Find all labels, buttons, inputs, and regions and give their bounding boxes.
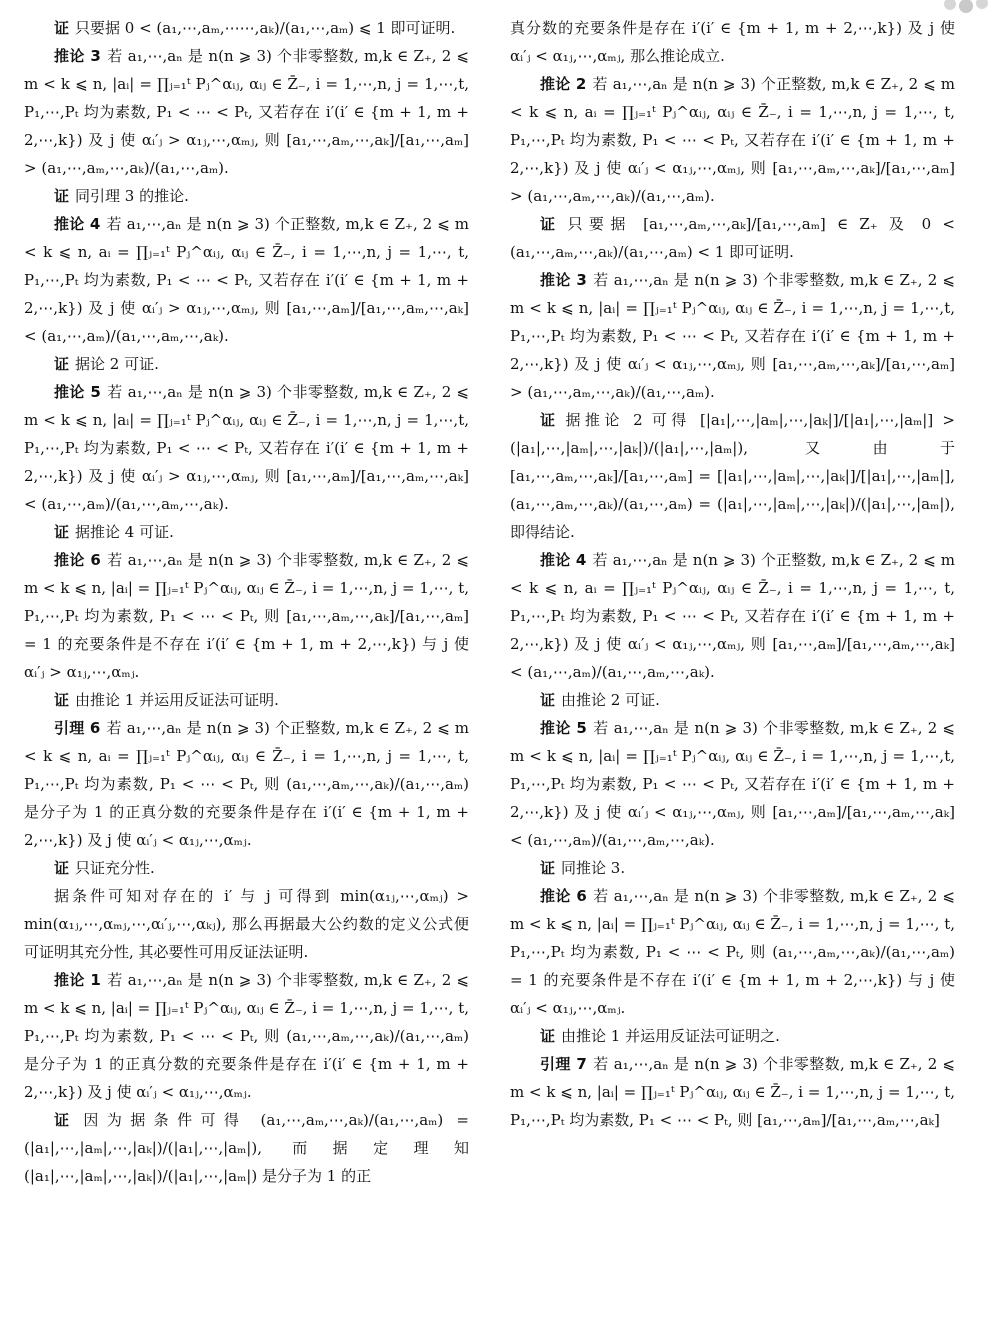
paragraph-text: 据论 2 可证. (75, 355, 159, 373)
paragraph-text: 由推论 1 并运用反证法可证明. (75, 691, 279, 709)
theorem-statement (510, 546, 955, 686)
theorem-label: 推论 1 (54, 971, 101, 989)
theorem-statement (24, 966, 469, 1106)
paragraph-text: 真分数的充要条件是存在 i′(i′ ∈ {m + 1, m + 2,⋯,k}) 及 j 使 αᵢ′ⱼ < α₁ⱼ,⋯,αₘⱼ, 那么推论成立. (510, 19, 955, 65)
proof-paragraph (24, 14, 469, 42)
proof-paragraph (24, 854, 469, 882)
proof-paragraph (510, 406, 955, 546)
theorem-statement (24, 210, 469, 350)
paragraph-text: 据推论 4 可证. (75, 523, 174, 541)
paragraph-text: 若 a₁,⋯,aₙ 是 n(n ⩾ 3) 个非零整数, m,k ∈ Z₊, 2 ⩽ m < k ⩽ n, |aᵢ| = ∏ⱼ₌₁ᵗ Pⱼ^αᵢⱼ, αᵢⱼ ∈ Z̄₋, i = 1,⋯,n, j = 1,⋯, t, P₁,⋯,Pₜ 均为素数, P₁ < ⋯ < Pₜ, 则 [a₁,⋯,aₘ]/[a₁,⋯,aₘ,⋯,aₖ] (510, 1055, 955, 1129)
theorem-statement (24, 546, 469, 686)
theorem-label: 引理 7 (540, 1055, 587, 1073)
paragraph-text: 若 a₁,⋯,aₙ 是 n(n ⩾ 3) 个正整数, m,k ∈ Z₊, 2 ⩽ m < k ⩽ n, aᵢ = ∏ⱼ₌₁ᵗ Pⱼ^αᵢⱼ, αᵢⱼ ∈ Z̄₋, i = 1,⋯,n, j = 1,⋯, t, P₁,⋯,Pₜ 均为素数, P₁ < ⋯ < Pₜ, 又若存在 i′(i′ ∈ {m + 1, m + 2,⋯,k}) 及 j 使 αᵢ′ⱼ < α₁ⱼ,⋯,αₘⱼ, 则 [a₁,⋯,aₘ]/[a₁,⋯,aₘ,⋯,aₖ] < (a₁,⋯,aₘ)/(a₁,⋯,aₘ,⋯,aₖ). (510, 551, 955, 681)
theorem-label: 推论 5 (54, 383, 101, 401)
theorem-statement (510, 714, 955, 854)
theorem-label: 推论 3 (540, 271, 587, 289)
right-column (510, 14, 955, 1134)
paragraph-text: 若 a₁,⋯,aₙ 是 n(n ⩾ 3) 个非零整数, m,k ∈ Z₊, 2 ⩽ m < k ⩽ n, |aᵢ| = ∏ⱼ₌₁ᵗ Pⱼ^αᵢⱼ, αᵢⱼ ∈ Z̄₋, i = 1,⋯,n, j = 1,⋯,t, P₁,⋯,Pₜ 均为素数, P₁ < ⋯ < Pₜ, 又若存在 i′(i′ ∈ {m + 1, m + 2,⋯,k}) 及 j 使 αᵢ′ⱼ < α₁ⱼ,⋯,αₘⱼ, 则 [a₁,⋯,aₘ]/[a₁,⋯,aₘ,⋯,aₖ] < (a₁,⋯,aₘ)/(a₁,⋯,aₘ,⋯,aₖ). (510, 719, 955, 849)
theorem-statement (24, 714, 469, 854)
proof-paragraph (510, 210, 955, 266)
proof-label: 证 (540, 1027, 556, 1045)
proof-paragraph (24, 518, 469, 546)
theorem-label: 推论 4 (54, 215, 101, 233)
left-column (24, 14, 469, 1190)
theorem-label: 推论 5 (540, 719, 587, 737)
paragraph-text: 由推论 2 可证. (561, 691, 660, 709)
paragraph-text: 若 a₁,⋯,aₙ 是 n(n ⩾ 3) 个非零整数, m,k ∈ Z₊, 2 ⩽ m < k ⩽ n, |aᵢ| = ∏ⱼ₌₁ᵗ Pⱼ^αᵢⱼ, αᵢⱼ ∈ Z̄₋, i = 1,⋯,n, j = 1,⋯,t, P₁,⋯,Pₜ 均为素数, P₁ < ⋯ < Pₜ, 又若存在 i′(i′ ∈ {m + 1, m + 2,⋯,k}) 及 j 使 αᵢ′ⱼ > α₁ⱼ,⋯,αₘⱼ, 则 [a₁,⋯,aₘ]/[a₁,⋯,aₘ,⋯,aₖ] < (a₁,⋯,aₘ)/(a₁,⋯,aₘ,⋯,aₖ). (24, 383, 469, 513)
proof-label: 证 (540, 859, 556, 877)
proof-label: 证 (540, 411, 560, 429)
proof-label: 证 (54, 691, 70, 709)
theorem-label: 推论 3 (54, 47, 101, 65)
proof-paragraph (510, 854, 955, 882)
proof-label: 证 (54, 1111, 78, 1129)
paragraph-text: 据条件可知对存在的 i′ 与 j 可得到 min(α₁ⱼ,⋯,αₘⱼ) > min(α₁ⱼ,⋯,αₘⱼ,⋯,αᵢ′ⱼ,⋯,αₖⱼ), 那么再据最大公约数的定义公式便可证明其充分性, 其必要性可用反证法证明. (24, 887, 469, 961)
paragraph-text: 若 a₁,⋯,aₙ 是 n(n ⩾ 3) 个正整数, m,k ∈ Z₊, 2 ⩽ m < k ⩽ n, aᵢ = ∏ⱼ₌₁ᵗ Pⱼ^αᵢⱼ, αᵢⱼ ∈ Z̄₋, i = 1,⋯,n, j = 1,⋯, t, P₁,⋯,Pₜ 均为素数, P₁ < ⋯ < Pₜ, 又若存在 i′(i′ ∈ {m + 1, m + 2,⋯,k}) 及 j 使 αᵢ′ⱼ > α₁ⱼ,⋯,αₘⱼ, 则 [a₁,⋯,aₘ]/[a₁,⋯,aₘ,⋯,aₖ] < (a₁,⋯,aₘ)/(a₁,⋯,aₘ,⋯,aₖ). (24, 215, 469, 345)
paragraph-text: 由推论 1 并运用反证法可证明之. (561, 1027, 780, 1045)
theorem-label: 推论 6 (54, 551, 101, 569)
proof-label: 证 (54, 859, 70, 877)
theorem-label: 推论 4 (540, 551, 587, 569)
paragraph-text: 若 a₁,⋯,aₙ 是 n(n ⩾ 3) 个正整数, m,k ∈ Z₊, 2 ⩽ m < k ⩽ n, aᵢ = ∏ⱼ₌₁ᵗ Pⱼ^αᵢⱼ, αᵢⱼ ∈ Z̄₋, i = 1,⋯,n, j = 1,⋯, t, P₁,⋯,Pₜ 均为素数, P₁ < ⋯ < Pₜ, 又若存在 i′(i′ ∈ {m + 1, m + 2,⋯,k}) 及 j 使 αᵢ′ⱼ < α₁ⱼ,⋯,αₘⱼ, 则 [a₁,⋯,aₘ,⋯,aₖ]/[a₁,⋯,aₘ] > (a₁,⋯,aₘ,⋯,aₖ)/(a₁,⋯,aₘ). (510, 75, 955, 205)
proof-paragraph (24, 182, 469, 210)
paragraph-text: 若 a₁,⋯,aₙ 是 n(n ⩾ 3) 个正整数, m,k ∈ Z₊, 2 ⩽ m < k ⩽ n, aᵢ = ∏ⱼ₌₁ᵗ Pⱼ^αᵢⱼ, αᵢⱼ ∈ Z̄₋, i = 1,⋯,n, j = 1,⋯, t, P₁,⋯,Pₜ 均为素数, P₁ < ⋯ < Pₜ, 则 (a₁,⋯,aₘ,⋯,aₖ)/(a₁,⋯,aₘ) 是分子为 1 的正真分数的充要条件是存在 i′(i′ ∈ {m + 1, m + 2,⋯,k}) 及 j 使 αᵢ′ⱼ < α₁ⱼ,⋯,αₘⱼ. (24, 719, 469, 849)
proof-label: 证 (540, 691, 556, 709)
theorem-statement (510, 266, 955, 406)
proof-paragraph (24, 350, 469, 378)
paragraph-text: 若 a₁,⋯,aₙ 是 n(n ⩾ 3) 个非零整数, m,k ∈ Z₊, 2 ⩽ m < k ⩽ n, |aᵢ| = ∏ⱼ₌₁ᵗ Pⱼ^αᵢⱼ, αᵢⱼ ∈ Z̄₋, i = 1,⋯,n, j = 1,⋯, t, P₁,⋯,Pₜ 均为素数, P₁ < ⋯ < Pₜ, 则 (a₁,⋯,aₘ,⋯,aₖ)/(a₁,⋯,aₘ) = 1 的充要条件是不存在 i′(i′ ∈ {m + 1, m + 2,⋯,k}) 与 j 使 αᵢ′ⱼ < α₁ⱼ,⋯,αₘⱼ. (510, 887, 955, 1017)
theorem-statement (24, 378, 469, 518)
proof-paragraph (24, 686, 469, 714)
theorem-label: 引理 6 (54, 719, 101, 737)
proof-label: 证 (540, 215, 562, 233)
proof-label: 证 (54, 187, 70, 205)
proof-paragraph (510, 1022, 955, 1050)
theorem-label: 推论 2 (540, 75, 587, 93)
proof-paragraph (510, 686, 955, 714)
paragraph-text: 若 a₁,⋯,aₙ 是 n(n ⩾ 3) 个非零整数, m,k ∈ Z₊, 2 ⩽ m < k ⩽ n, |aᵢ| = ∏ⱼ₌₁ᵗ Pⱼ^αᵢⱼ, αᵢⱼ ∈ Z̄₋, i = 1,⋯,n, j = 1,⋯, t, P₁,⋯,Pₜ 均为素数, P₁ < ⋯ < Pₜ, 则 [a₁,⋯,aₘ,⋯,aₖ]/[a₁,⋯,aₘ] = 1 的充要条件是不存在 i′(i′ ∈ {m + 1, m + 2,⋯,k}) 与 j 使 αᵢ′ⱼ > α₁ⱼ,⋯,αₘⱼ. (24, 551, 469, 681)
paragraph-text: 若 a₁,⋯,aₙ 是 n(n ⩾ 3) 个非零整数, m,k ∈ Z₊, 2 ⩽ m < k ⩽ n, |aᵢ| = ∏ⱼ₌₁ᵗ Pⱼ^αᵢⱼ, αᵢⱼ ∈ Z̄₋, i = 1,⋯,n, j = 1,⋯,t, P₁,⋯,Pₜ 均为素数, P₁ < ⋯ < Pₜ, 又若存在 i′(i′ ∈ {m + 1, m + 2,⋯,k}) 及 j 使 αᵢ′ⱼ < α₁ⱼ,⋯,αₘⱼ, 则 [a₁,⋯,aₘ,⋯,aₖ]/[a₁,⋯,aₘ] > (a₁,⋯,aₘ,⋯,aₖ)/(a₁,⋯,aₘ). (510, 271, 955, 401)
paragraph-text: 同推论 3. (561, 859, 626, 877)
body-paragraph (24, 882, 469, 966)
paragraph-text: 据推论 2 可得 [|a₁|,⋯,|aₘ|,⋯,|aₖ|]/[|a₁|,⋯,|aₘ|] > (|a₁|,⋯,|aₘ|,⋯,|aₖ|)/(|a₁|,⋯,|aₘ|), 又由于 [a₁,⋯,aₘ,⋯,aₖ]/[a₁,⋯,aₘ] = [|a₁|,⋯,|aₘ|,⋯,|aₖ|]/[|a₁|,⋯,|aₘ|], (a₁,⋯,aₘ,⋯,aₖ)/(a₁,⋯,aₘ) = (|a₁|,⋯,|aₘ|,⋯,|aₖ|)/(|a₁|,⋯,|aₘ|), 即得结论. (510, 411, 955, 541)
proof-label: 证 (54, 19, 70, 37)
theorem-statement (510, 882, 955, 1022)
proof-label: 证 (54, 355, 70, 373)
paragraph-text: 因为据条件可得 (a₁,⋯,aₘ,⋯,aₖ)/(a₁,⋯,aₘ) = (|a₁|,⋯,|aₘ|,⋯,|aₖ|)/(|a₁|,⋯,|aₘ|), 而据定理知 (|a₁|,⋯,|aₘ|,⋯,|aₖ|)/(|a₁|,⋯,|aₘ|) 是分子为 1 的正 (24, 1111, 469, 1185)
proof-paragraph (24, 1106, 469, 1190)
theorem-statement (24, 42, 469, 182)
paragraph-text: 只要据 0 < (a₁,⋯,aₘ,⋯⋯,aₖ)/(a₁,⋯,aₘ) ⩽ 1 即可证明. (75, 19, 456, 37)
body-paragraph (510, 14, 955, 70)
paragraph-text: 只要据 [a₁,⋯,aₘ,⋯,aₖ]/[a₁,⋯,aₘ] ∈ Z₊ 及 0 < (a₁,⋯,aₘ,⋯,aₖ)/(a₁,⋯,aₘ) < 1 即可证明. (510, 215, 955, 261)
theorem-label: 推论 6 (540, 887, 587, 905)
paragraph-text: 若 a₁,⋯,aₙ 是 n(n ⩾ 3) 个非零整数, m,k ∈ Z₊, 2 ⩽ m < k ⩽ n, |aᵢ| = ∏ⱼ₌₁ᵗ Pⱼ^αᵢⱼ, αᵢⱼ ∈ Z̄₋, i = 1,⋯,n, j = 1,⋯, t, P₁,⋯,Pₜ 均为素数, P₁ < ⋯ < Pₜ, 则 (a₁,⋯,aₘ,⋯,aₖ)/(a₁,⋯,aₘ) 是分子为 1 的正真分数的充要条件是存在 i′(i′ ∈ {m + 1, m + 2,⋯,k}) 及 j 使 αᵢ′ⱼ < α₁ⱼ,⋯,αₘⱼ. (24, 971, 469, 1101)
theorem-statement (510, 1050, 955, 1134)
paragraph-text: 若 a₁,⋯,aₙ 是 n(n ⩾ 3) 个非零整数, m,k ∈ Z₊, 2 ⩽ m < k ⩽ n, |aᵢ| = ∏ⱼ₌₁ᵗ Pⱼ^αᵢⱼ, αᵢⱼ ∈ Z̄₋, i = 1,⋯,n, j = 1,⋯,t, P₁,⋯,Pₜ 均为素数, P₁ < ⋯ < Pₜ, 又若存在 i′(i′ ∈ {m + 1, m + 2,⋯,k}) 及 j 使 αᵢ′ⱼ > α₁ⱼ,⋯,αₘⱼ, 则 [a₁,⋯,aₘ,⋯,aₖ]/[a₁,⋯,aₘ] > (a₁,⋯,aₘ,⋯,aₖ)/(a₁,⋯,aₘ). (24, 47, 469, 177)
proof-label: 证 (54, 523, 70, 541)
paragraph-text: 只证充分性. (75, 859, 155, 877)
theorem-statement (510, 70, 955, 210)
paragraph-text: 同引理 3 的推论. (75, 187, 189, 205)
